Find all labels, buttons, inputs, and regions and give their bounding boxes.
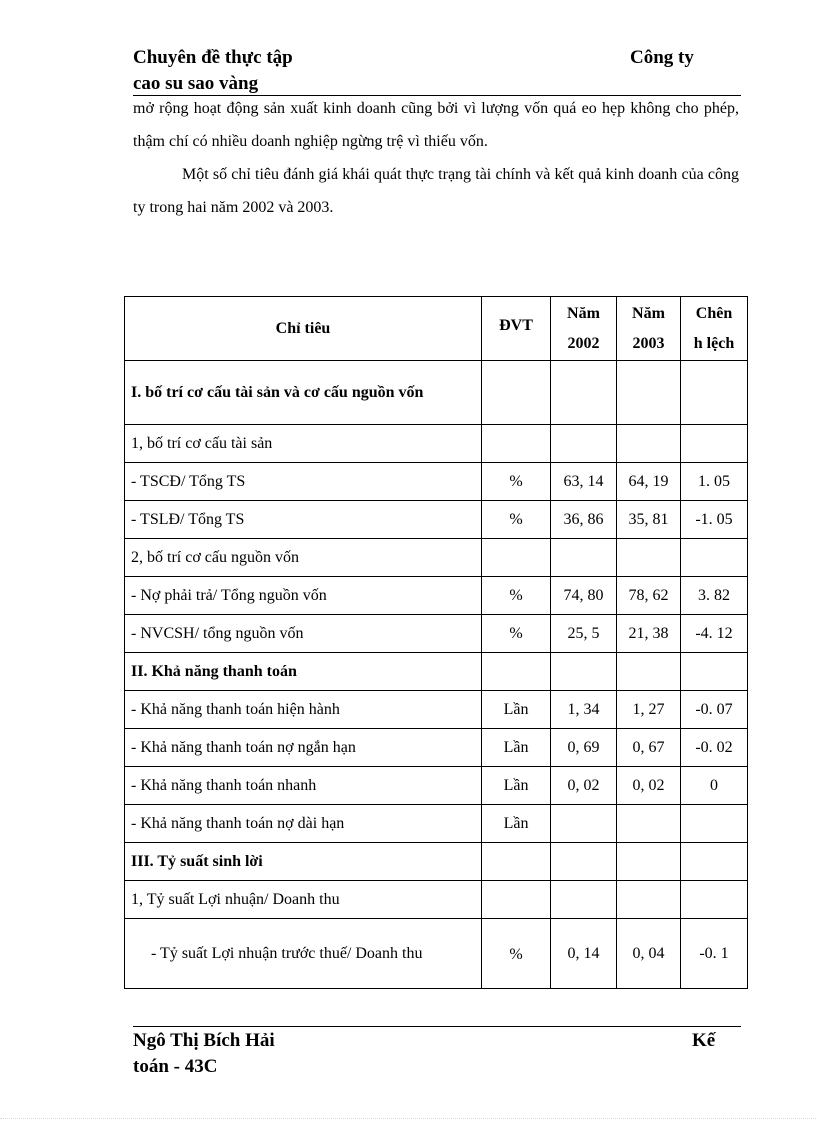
- row-unit: %: [482, 615, 551, 653]
- row-2002: [551, 805, 617, 843]
- table-row: [125, 539, 748, 577]
- row-diff: -0. 1: [681, 919, 748, 989]
- header-title-line2: cao su sao vàng: [133, 73, 259, 94]
- col-header-2002: [551, 297, 617, 361]
- row-label: - TSCĐ/ Tổng TS: [125, 463, 482, 501]
- header-company: Công ty: [630, 47, 694, 68]
- row-label: - Khả năng thanh toán nhanh: [125, 767, 482, 805]
- row-unit: %: [482, 577, 551, 615]
- row-diff: -4. 12: [681, 615, 748, 653]
- row-unit: [482, 425, 551, 463]
- row-unit: Lần: [482, 767, 551, 805]
- row-label: 2, bố trí cơ cấu nguồn vốn: [125, 539, 482, 577]
- footer-rule: [133, 1026, 741, 1027]
- row-2002: 0, 02: [551, 767, 617, 805]
- row-label: 1, Tỷ suất Lợi nhuận/ Doanh thu: [125, 881, 482, 919]
- table-row: [125, 463, 748, 501]
- header-title-line1: Chuyên đề thực tập: [133, 47, 293, 68]
- row-label: - Nợ phải trả/ Tổng nguồn vốn: [125, 577, 482, 615]
- row-2002: [551, 843, 617, 881]
- footer-class: toán - 43C: [133, 1056, 218, 1077]
- col-header-indicator: Chỉ tiêu: [125, 297, 482, 361]
- table-row: [125, 425, 748, 463]
- row-2003: 1, 27: [617, 691, 681, 729]
- col-header-2003: [617, 297, 681, 361]
- paragraph-1: mở rộng hoạt động sản xuất kinh doanh cũng bởi vì lượng vốn quá eo hẹp không cho phép, thậm chí có nhiều doanh nghiệp ngừng trệ vì thiếu vốn.: [133, 100, 739, 150]
- table-row: [125, 843, 748, 881]
- row-unit: [482, 881, 551, 919]
- col-header-diff-line1: Chên: [695, 304, 733, 322]
- row-diff: 0: [681, 767, 748, 805]
- row-2003: 78, 62: [617, 577, 681, 615]
- row-2003: 0, 67: [617, 729, 681, 767]
- row-2002: [551, 425, 617, 463]
- row-unit: [482, 539, 551, 577]
- row-2003: 21, 38: [617, 615, 681, 653]
- row-label: I. bố trí cơ cấu tài sản và cơ cấu nguồn vốn: [125, 361, 482, 425]
- row-unit: [482, 653, 551, 691]
- row-2002: 74, 80: [551, 577, 617, 615]
- col-header-2002-line2: 2002: [567, 334, 600, 352]
- row-2002: 25, 5: [551, 615, 617, 653]
- row-unit: [482, 361, 551, 425]
- row-label: 1, bố trí cơ cấu tài sản: [125, 425, 482, 463]
- row-diff: [681, 843, 748, 881]
- table-row: [125, 501, 748, 539]
- row-label: - Khả năng thanh toán nợ dài hạn: [125, 805, 482, 843]
- row-unit: [482, 843, 551, 881]
- row-2003: 0, 02: [617, 767, 681, 805]
- page-bottom-border: [0, 1118, 816, 1119]
- row-2003: [617, 425, 681, 463]
- row-2003: [617, 361, 681, 425]
- table-row: [125, 577, 748, 615]
- table-row: [125, 653, 748, 691]
- table-row: [125, 361, 748, 425]
- footer-author: Ngô Thị Bích Hải: [133, 1030, 275, 1051]
- row-2003: [617, 539, 681, 577]
- footer-dept: Kế: [692, 1030, 716, 1051]
- row-diff: [681, 653, 748, 691]
- col-header-2003-line1: Năm: [632, 304, 665, 322]
- row-2002: 1, 34: [551, 691, 617, 729]
- col-header-diff-line2: h lệch: [693, 334, 735, 352]
- row-2002: [551, 539, 617, 577]
- table-row: [125, 729, 748, 767]
- row-2002: [551, 653, 617, 691]
- row-2003: [617, 805, 681, 843]
- row-unit: %: [482, 463, 551, 501]
- col-header-unit: ĐVT: [482, 297, 551, 361]
- row-2003: 35, 81: [617, 501, 681, 539]
- row-unit: %: [482, 501, 551, 539]
- row-2002: 0, 69: [551, 729, 617, 767]
- row-diff: [681, 539, 748, 577]
- paragraph-2: Một số chỉ tiêu đánh giá khái quát thực trạng tài chính và kết quả kinh doanh của công ty trong hai năm 2002 và 2003.: [133, 166, 739, 216]
- row-diff: [681, 805, 748, 843]
- col-header-2003-line2: 2003: [632, 334, 665, 352]
- table-row: [125, 805, 748, 843]
- row-2003: [617, 653, 681, 691]
- col-header-2002-line1: Năm: [567, 304, 600, 322]
- row-label: - TSLĐ/ Tổng TS: [125, 501, 482, 539]
- table-row: [125, 615, 748, 653]
- row-2002: [551, 881, 617, 919]
- row-diff: -1. 05: [681, 501, 748, 539]
- table-row: [125, 919, 748, 989]
- row-diff: -0. 07: [681, 691, 748, 729]
- row-diff: [681, 425, 748, 463]
- row-diff: [681, 361, 748, 425]
- row-label: III. Tỷ suất sinh lời: [125, 843, 482, 881]
- row-label: - Khả năng thanh toán hiện hành: [125, 691, 482, 729]
- financial-indicators-table: [124, 296, 748, 989]
- row-2002: 63, 14: [551, 463, 617, 501]
- row-2002: 0, 14: [551, 919, 617, 989]
- row-diff: 1. 05: [681, 463, 748, 501]
- table-row: [125, 881, 748, 919]
- row-unit: Lần: [482, 805, 551, 843]
- row-2002: 36, 86: [551, 501, 617, 539]
- table-row: [125, 691, 748, 729]
- row-2003: 0, 04: [617, 919, 681, 989]
- row-2003: 64, 19: [617, 463, 681, 501]
- table-row: [125, 767, 748, 805]
- row-label: - NVCSH/ tổng nguồn vốn: [125, 615, 482, 653]
- table-header-row: [125, 297, 748, 361]
- col-header-diff: [681, 297, 748, 361]
- row-diff: [681, 881, 748, 919]
- row-diff: -0. 02: [681, 729, 748, 767]
- row-diff: 3. 82: [681, 577, 748, 615]
- row-label: - Tỷ suất Lợi nhuận trước thuế/ Doanh thu: [125, 919, 482, 989]
- row-unit: Lần: [482, 691, 551, 729]
- row-label: - Khả năng thanh toán nợ ngắn hạn: [125, 729, 482, 767]
- row-2003: [617, 843, 681, 881]
- row-2003: [617, 881, 681, 919]
- row-label: II. Khả năng thanh toán: [125, 653, 482, 691]
- row-unit: %: [482, 919, 551, 989]
- row-2002: [551, 361, 617, 425]
- row-unit: Lần: [482, 729, 551, 767]
